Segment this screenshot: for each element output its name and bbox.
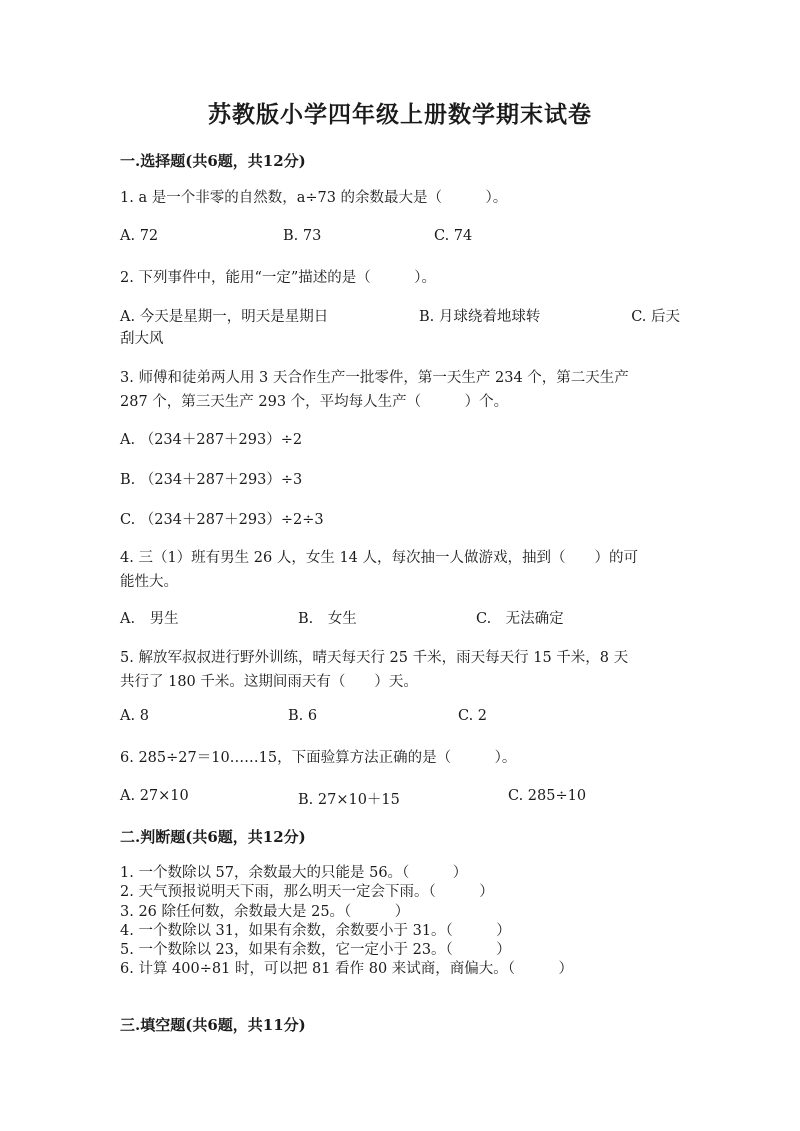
judge-item-2: 2. 天气预报说明天下雨，那么明天一定会下雨。（ ） bbox=[120, 884, 494, 901]
section-heading-fill: 三.填空题(共6题，共11分) bbox=[120, 1016, 306, 1034]
section-heading-judge: 二.判断题(共6题，共12分) bbox=[120, 828, 306, 846]
question-6-options bbox=[120, 788, 680, 810]
option-c: C. 后天 bbox=[631, 309, 680, 325]
option-a: A. 男生 bbox=[120, 611, 179, 627]
option-c-continuation: 刮大风 bbox=[120, 331, 164, 347]
question-1-options bbox=[120, 228, 680, 250]
question-3 bbox=[120, 366, 680, 414]
judge-item-3: 3. 26 除任何数，余数最大是 25。（ ） bbox=[120, 903, 410, 920]
option-c: C. 285÷10 bbox=[508, 788, 587, 804]
question-2: 2. 下列事件中，能用“一定”描述的是（ ）。 bbox=[120, 270, 437, 286]
page-title: 苏教版小学四年级上册数学期末试卷 bbox=[208, 101, 592, 128]
option-b: B. 6 bbox=[288, 708, 318, 724]
question-3-line-1: 3. 师傅和徒弟两人用 3 天合作生产一批零件，第一天生产 234 个，第二天生产 bbox=[120, 370, 629, 386]
question-6: 6. 285÷27＝10……15，下面验算方法正确的是（ ）。 bbox=[120, 750, 517, 766]
option-b: B. 73 bbox=[283, 228, 322, 244]
question-5-options bbox=[120, 708, 680, 730]
option-b: B. （234＋287＋293）÷3 bbox=[120, 472, 303, 488]
option-a: A. 27×10 bbox=[120, 788, 189, 804]
judge-item-6: 6. 计算 400÷81 时，可以把 81 看作 80 来试商，商偏大。（ ） bbox=[120, 961, 574, 978]
option-b: B. 27×10＋15 bbox=[298, 792, 400, 808]
option-a: A. 72 bbox=[120, 228, 159, 244]
option-a: A. 8 bbox=[120, 708, 149, 724]
question-4-line-2: 能性大。 bbox=[120, 574, 178, 590]
question-3-line-2: 287 个，第三天生产 293 个，平均每人生产（ ）个。 bbox=[120, 394, 509, 410]
judge-item-1: 1. 一个数除以 57，余数最大的只能是 56。（ ） bbox=[120, 865, 468, 881]
judge-item-5: 5. 一个数除以 23，如果有余数，它一定小于 23。（ ） bbox=[120, 942, 511, 959]
question-5-line-1: 5. 解放军叔叔进行野外训练，晴天每天行 25 千米，雨天每天行 15 千米，8 天 bbox=[120, 650, 629, 666]
option-c: C. 74 bbox=[434, 228, 473, 244]
question-2-options bbox=[120, 306, 680, 350]
judge-list bbox=[120, 864, 680, 980]
question-4-options bbox=[120, 607, 680, 629]
question-4 bbox=[120, 546, 680, 594]
option-b: B. 女生 bbox=[298, 611, 357, 627]
option-c: C. 无法确定 bbox=[476, 611, 564, 627]
section-heading-choice: 一.选择题(共6题，共12分) bbox=[120, 152, 306, 170]
option-c: C. 2 bbox=[458, 708, 488, 724]
judge-item-4: 4. 一个数除以 31，如果有余数，余数要小于 31。（ ） bbox=[120, 922, 511, 939]
question-1: 1. a 是一个非零的自然数，a÷73 的余数最大是（ ）。 bbox=[120, 190, 508, 206]
question-5-line-2: 共行了 180 千米。这期间雨天有（ ）天。 bbox=[120, 674, 418, 690]
option-b: B. 月球绕着地球转 bbox=[419, 309, 541, 325]
option-a: A. （234＋287＋293）÷2 bbox=[120, 432, 303, 448]
question-5 bbox=[120, 646, 680, 694]
option-c: C. （234＋287＋293）÷2÷3 bbox=[120, 512, 324, 528]
option-a: A. 今天是星期一，明天是星期日 bbox=[120, 309, 329, 325]
question-4-line-1: 4. 三（1）班有男生 26 人，女生 14 人，每次抽一人做游戏，抽到（ ）的可 bbox=[120, 550, 639, 566]
